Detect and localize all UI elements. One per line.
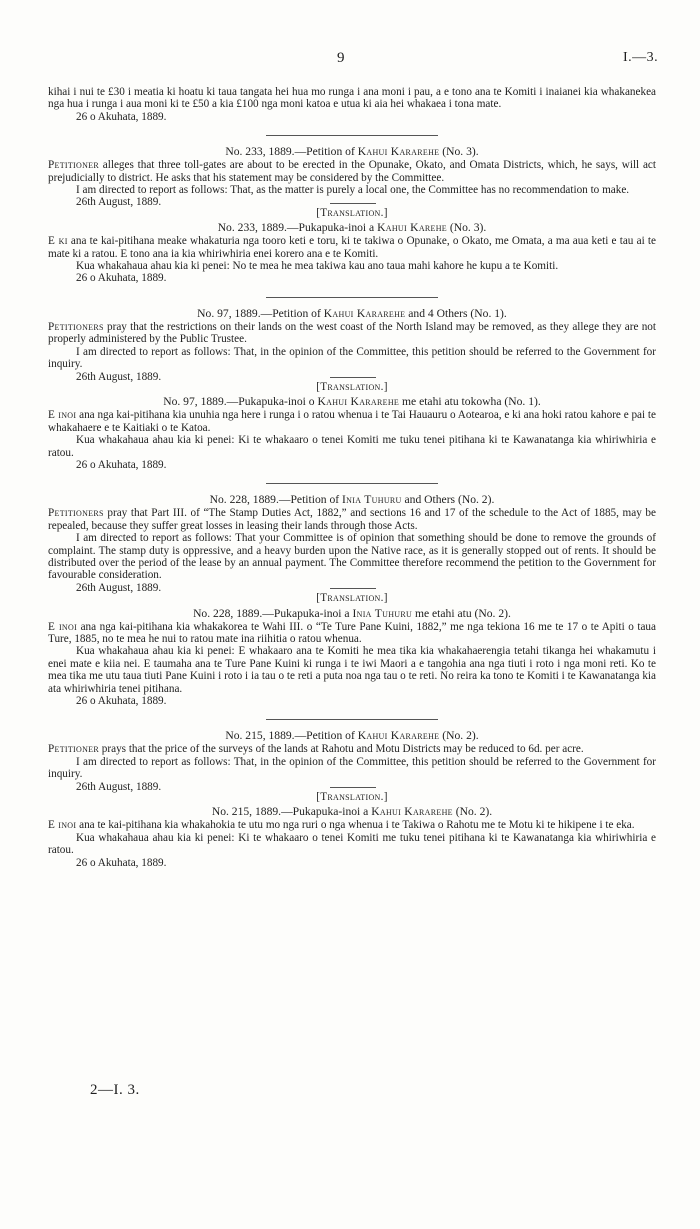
report-date-en: 26th August, 1889. — [76, 196, 162, 209]
petition-heading-en: No. 233, 1889.—Petition of Kahui Kararehe (No. 3). — [225, 145, 479, 159]
translation-label: [Translation.] — [316, 206, 388, 219]
translation-divider — [330, 377, 376, 378]
petition-heading-en: No. 215, 1889.—Petition of Kahui Kararehe (No. 2). — [225, 729, 479, 743]
petition-summary-mi: E inoi ana nga kai-pitihana kia unuhia nga here i runga i o ratou whenua i te Tai Hauauru o Aotearoa, e ki ana hoki ratou kahore e pai te whakahaere e te Kaitiaki o te Katoa. — [48, 409, 656, 434]
translation-divider — [330, 588, 376, 589]
report-date-en: 26th August, 1889. — [76, 780, 162, 793]
petition-summary-en: Petitioner alleges that three toll-gates are about to be erected in the Opunake, Okato, and Omata Districts, which, he says, will act prejudicially to district. He asks that his statement may be considered by the Committee. — [48, 159, 656, 184]
committee-report-mi: Kua whakahaua ahau kia ki penei: E whakaaro ana te Komiti he mea tika kia whakahaerengia tetahi tikanga hei whakamutu i enei mate e kiia nei. E taumaha ana te Ture Pane Kuini ki runga i te iwi Maori a e tangohia ana nga tiuti i roto i nga moni reti. Ko te mea tika me utu taua tiuti Pane Kuini i roto i ia tau o te reti a puta noa nga tau o te reti. No reira ka tono te Komiti i te Kawanatanga kia ata whiriwhiria tenei pitihana. — [48, 645, 656, 695]
translation-label: [Translation.] — [316, 380, 388, 393]
petition-summary-en: Petitioners pray that Part III. of “The Stamp Duties Act, 1882,” and sections 16 and 17 of the schedule to the Act of 1885, may be repealed, because they suffer great losses in leasing their lands through those Acts. — [48, 507, 656, 532]
petition-heading-mi: No. 233, 1889.—Pukapuka-inoi a Kahui Karehe (No. 3). — [217, 221, 487, 235]
page-number: 9 — [337, 50, 345, 66]
translation-divider — [330, 203, 376, 204]
report-date-mi: 26 o Akuhata, 1889. — [76, 856, 167, 869]
committee-report-en: I am directed to report as follows: That, in the opinion of the Committee, this petition should be referred to the Government for inquiry. — [48, 755, 656, 781]
committee-report-mi: Kua whakahaua ahau kia ki penei: Ki te whakaaro o tenei Komiti me tuku tenei pitihana ki te Kawanatanga kia whiriwhiria e ratou. — [48, 434, 656, 459]
section-divider — [266, 719, 438, 720]
petition-heading-mi: No. 215, 1889.—Pukapuka-inoi a Kahui Kararehe (No. 2). — [211, 805, 493, 819]
petition-heading-mi: No. 228, 1889.—Pukapuka-inoi a Inia Tuhuru me etahi atu (No. 2). — [193, 606, 511, 620]
intro-paragraph: kihai i nui te £30 i meatia ki hoatu ki taua tangata hei hua mo runga i ana moni i pau, a e tono ana te Komiti i inaianei kia whakanekea nga hua i runga i aua moni ki te £50 a kia £100 nga moni katoa e utua ki aia hei whakaea i tona mate. — [48, 86, 656, 111]
section-divider — [266, 483, 438, 484]
petition-summary-mi: E inoi ana nga kai-pitihana kia whakakorea te Wahi III. o “Te Ture Pane Kuini, 1882,” me nga tekiona 16 me te 17 o te Apiti o taua Ture, 1885, no te mea he nui to ratou mate ina riihitia o ratou whenua. — [48, 620, 656, 645]
document-body — [48, 86, 656, 869]
petition-summary-en: Petitioner prays that the price of the surveys of the lands at Rahotu and Motu Districts may be reduced to 6d. per acre. — [48, 743, 584, 756]
petition-heading-en: No. 228, 1889.—Petition of Inia Tuhuru and Others (No. 2). — [209, 493, 495, 507]
translation-label: [Translation.] — [316, 791, 388, 804]
report-date-mi: 26 o Akuhata, 1889. — [76, 695, 167, 708]
signature-mark: 2—I. 3. — [90, 1082, 140, 1098]
section-divider — [266, 297, 438, 298]
committee-report-en: I am directed to report as follows: That your Committee is of opinion that something should be done to remove the grounds of complaint. The stamp duty is oppressive, and a heavy burden upon the Native race, as it is generally stopped out of rents. It should be distributed over the period of the lease by an annual payment. The Committee therefore recommend the petition to the Government for favourable consideration. — [48, 532, 656, 582]
translation-divider — [330, 787, 376, 788]
report-date-en: 26th August, 1889. — [76, 581, 162, 594]
petition-heading-en: No. 97, 1889.—Petition of Kahui Kararehe and 4 Others (No. 1). — [197, 306, 507, 320]
committee-report-mi: Kua whakahaua ahau kia ki penei: No te mea he mea takiwa kau ano taua mahi kahore he kupu a te Komiti. — [76, 260, 559, 273]
report-date-en: 26th August, 1889. — [76, 370, 162, 383]
translation-label: [Translation.] — [316, 592, 388, 605]
petition-summary-en: Petitioners pray that the restrictions on their lands on the west coast of the North Island may be removed, as they allege they are not properly administered by the Public Trustee. — [48, 320, 656, 346]
petition-summary-mi: E inoi ana te kai-pitihana kia whakahokia te utu mo nga ruri o nga whenua i te Takiwa o Rahotu me te Motu ki te hikipene i te eka. — [48, 819, 635, 832]
document-reference: I.—3. — [623, 50, 659, 65]
committee-report-en: I am directed to report as follows: That, as the matter is purely a local one, the Committee has no recommendation to make. — [76, 184, 630, 197]
intro-date: 26 o Akuhata, 1889. — [76, 110, 167, 123]
committee-report-mi: Kua whakahaua ahau kia ki penei: Ki te whakaaro o tenei Komiti me tuku tenei pitihana ki te Kawanatanga kia whiriwhiria e ratou. — [48, 831, 656, 857]
section-divider — [266, 135, 438, 136]
report-date-mi: 26 o Akuhata, 1889. — [76, 272, 167, 285]
committee-report-en: I am directed to report as follows: That, in the opinion of the Committee, this petition should be referred to the Government for inquiry. — [48, 345, 656, 371]
petition-summary-mi: E ki ana te kai-pitihana meake whakaturia nga tooro keti e toru, ki te takiwa o Opunake, o Okato, me Omata, a ma aua keti e tau ai te mate ki a ratou. E tono ana ia kia whiriwhiria enei korero ana e te Komiti. — [48, 235, 656, 260]
petition-heading-mi: No. 97, 1889.—Pukapuka-inoi o Kahui Kararehe me etahi atu tokowha (No. 1). — [163, 395, 541, 409]
report-date-mi: 26 o Akuhata, 1889. — [76, 458, 167, 471]
